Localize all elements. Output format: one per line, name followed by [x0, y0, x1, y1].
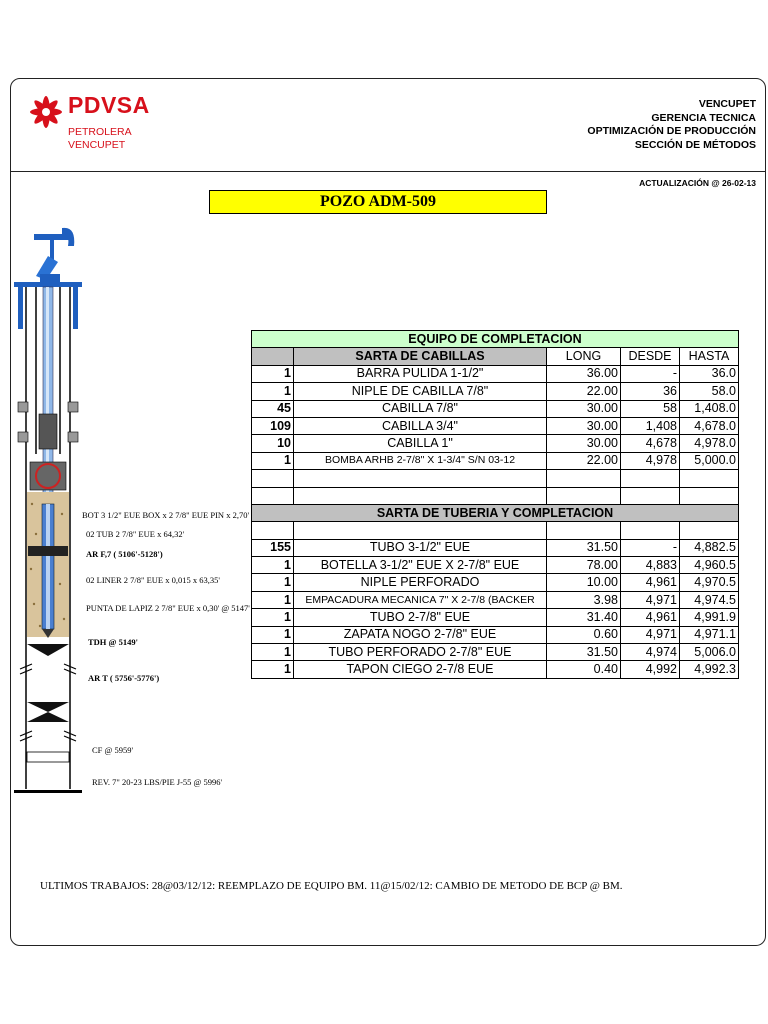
cell-desde: - [621, 365, 680, 382]
table-row [252, 661, 739, 678]
organization-block [587, 98, 756, 152]
cell-long: 0.40 [547, 661, 621, 678]
cell-desc: TUBO 3-1/2" EUE [294, 539, 547, 556]
header-desde: DESDE [621, 348, 680, 365]
blank-row [252, 487, 739, 504]
table-row [252, 644, 739, 661]
tubing-section-header: SARTA DE TUBERIA Y COMPLETACION [252, 504, 739, 521]
annotation-punta: PUNTA DE LAPIZ 2 7/8" EUE x 0,30' @ 5147' [86, 603, 250, 613]
annotation-ar-f7: AR F,7 ( 5106'-5128') [86, 549, 163, 559]
cell-desde: 4,961 [621, 609, 680, 626]
cell-desde: 4,678 [621, 435, 680, 452]
cell-qty: 1 [252, 452, 294, 469]
completion-equipment-table [251, 330, 739, 679]
cell-long: 31.50 [547, 539, 621, 556]
cell-qty: 1 [252, 591, 294, 608]
cell-desde: - [621, 539, 680, 556]
annotation-tub: 02 TUB 2 7/8" EUE x 64,32' [86, 529, 185, 539]
cell-hasta: 5,000.0 [680, 452, 739, 469]
cell-desc: NIPLE DE CABILLA 7/8" [294, 383, 547, 400]
cell-qty: 1 [252, 574, 294, 591]
annotation-rev: REV. 7" 20-23 LBS/PIE J-55 @ 5996' [92, 777, 223, 787]
cell-long: 30.00 [547, 435, 621, 452]
cell-qty: 1 [252, 609, 294, 626]
cell-desc: ZAPATA NOGO 2-7/8" EUE [294, 626, 547, 643]
cell-desc: TAPON CIEGO 2-7/8 EUE [294, 661, 547, 678]
cell-qty: 10 [252, 435, 294, 452]
pdvsa-sun-icon [28, 90, 64, 134]
table-row [252, 609, 739, 626]
cell-desc: BOTELLA 3-1/2" EUE X 2-7/8" EUE [294, 557, 547, 574]
cell-long: 0.60 [547, 626, 621, 643]
annotation-tdh: TDH @ 5149' [88, 637, 138, 647]
rods-header-row [252, 348, 739, 365]
cell-long: 10.00 [547, 574, 621, 591]
logo-line1: PETROLERA [68, 126, 132, 138]
rods-body [252, 365, 739, 469]
cell-long: 78.00 [547, 557, 621, 574]
org-line: SECCIÓN DE MÉTODOS [634, 138, 756, 151]
cell-hasta: 4,978.0 [680, 435, 739, 452]
cell-desde: 4,971 [621, 591, 680, 608]
table-row [252, 591, 739, 608]
cell-desc: CABILLA 3/4" [294, 417, 547, 434]
cell-qty: 1 [252, 626, 294, 643]
table-row [252, 452, 739, 469]
cell-desde: 4,974 [621, 644, 680, 661]
cell-long: 22.00 [547, 383, 621, 400]
rods-section-header: SARTA DE CABILLAS [294, 348, 547, 365]
cell-desde: 4,992 [621, 661, 680, 678]
cell-qty: 45 [252, 400, 294, 417]
well-title: POZO ADM-509 [209, 190, 547, 214]
cell-desc: NIPLE PERFORADO [294, 574, 547, 591]
cell-long: 22.00 [547, 452, 621, 469]
table-row [252, 539, 739, 556]
cell-desde: 58 [621, 400, 680, 417]
cell-desde: 36 [621, 383, 680, 400]
annotation-bot: BOT 3 1/2" EUE BOX x 2 7/8" EUE PIN x 2,70' [82, 510, 249, 520]
cell-desc: TUBO 2-7/8" EUE [294, 609, 547, 626]
table-title-row [252, 331, 739, 348]
cell-hasta: 58.0 [680, 383, 739, 400]
cell-hasta: 4,974.5 [680, 591, 739, 608]
cell-hasta: 5,006.0 [680, 644, 739, 661]
annotation-liner: 02 LINER 2 7/8" EUE x 0,015 x 63,35' [86, 575, 220, 585]
annotation-ar-t: AR T ( 5756'-5776') [88, 673, 160, 683]
annotation-cf: CF @ 5959' [92, 745, 134, 755]
cell-qty: 1 [252, 557, 294, 574]
header-hasta: HASTA [680, 348, 739, 365]
logo-name: PDVSA [68, 92, 150, 118]
table-row [252, 400, 739, 417]
cell-long: 3.98 [547, 591, 621, 608]
blank-row [252, 470, 739, 487]
org-line: VENCUPET [698, 98, 756, 110]
cell-qty: 1 [252, 365, 294, 382]
cell-desde: 4,971 [621, 626, 680, 643]
cell-qty: 109 [252, 417, 294, 434]
cell-hasta: 4,971.1 [680, 626, 739, 643]
cell-long: 30.00 [547, 400, 621, 417]
org-line: OPTIMIZACIÓN DE PRODUCCIÓN [587, 125, 756, 137]
cell-hasta: 4,992.3 [680, 661, 739, 678]
cell-hasta: 4,991.9 [680, 609, 739, 626]
cell-qty: 1 [252, 661, 294, 678]
table-row [252, 383, 739, 400]
cell-desde: 4,978 [621, 452, 680, 469]
table-row [252, 435, 739, 452]
table-title: EQUIPO DE COMPLETACION [252, 331, 739, 348]
cell-hasta: 1,408.0 [680, 400, 739, 417]
tubing-header-row [252, 504, 739, 521]
last-works-note: ULTIMOS TRABAJOS: 28@03/12/12: REEMPLAZO DE EQUIPO BM. 11@15/02/12: CAMBIO DE METODO DE BCP @ BM. [40, 880, 623, 892]
cell-desde: 4,883 [621, 557, 680, 574]
logo-line2: VENCUPET [68, 139, 126, 151]
update-date: ACTUALIZACIÓN @ 26-02-13 [639, 178, 756, 188]
cell-desc: CABILLA 1" [294, 435, 547, 452]
cell-long: 30.00 [547, 417, 621, 434]
table-row [252, 557, 739, 574]
pdvsa-logo [28, 90, 168, 154]
org-line: GERENCIA TECNICA [651, 111, 756, 124]
cell-desc: TUBO PERFORADO 2-7/8" EUE [294, 644, 547, 661]
tubing-body [252, 539, 739, 678]
cell-desc: BARRA PULIDA 1-1/2" [294, 365, 547, 382]
blank-row [252, 522, 739, 539]
header-divider [10, 171, 766, 172]
cell-desde: 4,961 [621, 574, 680, 591]
cell-qty: 155 [252, 539, 294, 556]
cell-hasta: 36.0 [680, 365, 739, 382]
table-row [252, 417, 739, 434]
cell-hasta: 4,960.5 [680, 557, 739, 574]
cell-hasta: 4,882.5 [680, 539, 739, 556]
cell-long: 36.00 [547, 365, 621, 382]
cell-desde: 1,408 [621, 417, 680, 434]
cell-long: 31.50 [547, 644, 621, 661]
cell-qty: 1 [252, 644, 294, 661]
table-row [252, 365, 739, 382]
cell-qty: 1 [252, 383, 294, 400]
cell-desc: CABILLA 7/8" [294, 400, 547, 417]
table-row [252, 574, 739, 591]
cell-desc: BOMBA ARHB 2-7/8" X 1-3/4" S/N 03-12 [294, 452, 547, 469]
header-qty [252, 348, 294, 365]
cell-long: 31.40 [547, 609, 621, 626]
header-long: LONG [547, 348, 621, 365]
cell-hasta: 4,970.5 [680, 574, 739, 591]
table-row [252, 626, 739, 643]
cell-hasta: 4,678.0 [680, 417, 739, 434]
cell-desc: EMPACADURA MECANICA 7" X 2-7/8 (BACKER [294, 591, 547, 608]
